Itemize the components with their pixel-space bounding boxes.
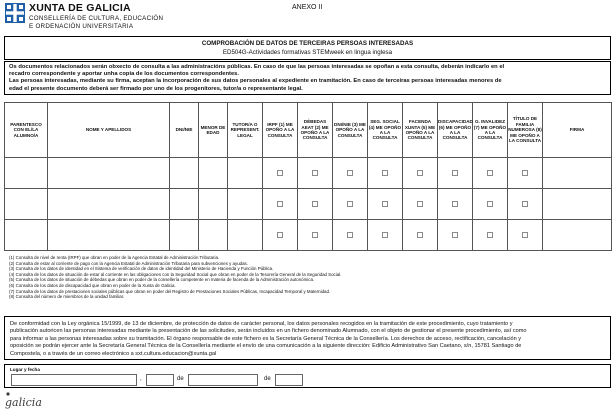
de-label-1: de	[177, 376, 184, 382]
xunta-cross-logo-icon	[5, 3, 25, 23]
checkbox-irpf[interactable]	[277, 170, 283, 176]
cell-irpf	[263, 189, 298, 220]
checkbox-familia_numerosa[interactable]	[522, 170, 528, 176]
cell-discapacidade	[438, 189, 473, 220]
logo-subtitle-2: E ORDENACIÓN UNIVERSITARIA	[29, 23, 134, 30]
month-input[interactable]	[188, 374, 258, 386]
checkbox-dni_nie[interactable]	[347, 232, 353, 238]
footnotes	[9, 255, 609, 300]
cell-dni[interactable]	[170, 189, 199, 220]
cell-parentesco[interactable]	[5, 220, 48, 251]
de-label-2: de	[264, 376, 271, 382]
cell-debedas_aeat	[298, 220, 333, 251]
cell-tutor[interactable]	[228, 158, 263, 189]
notice-line: Las persoas interesadas, mediante su firma, aceptan la incorporación de sus datos personales al expediente en tramitación. En caso de terceiras persoas interesadas menores de	[9, 78, 502, 85]
column-header-invalidez: G. INVALIDEZ (7) ME OPOÑO A LA CONSULTA	[473, 103, 508, 158]
checkbox-discapacidade[interactable]	[452, 201, 458, 207]
data-protection-line: oposición se podrán ejercer ante la Secretaría General Técnica de la Consellería mediante el envío de una comunicación a la siguiente dirección: Edificio Administrativo San Caetano, s/n, 15781 Santiago de	[10, 343, 522, 350]
checkbox-seg_social[interactable]	[382, 170, 388, 176]
checkbox-discapacidade[interactable]	[452, 232, 458, 238]
column-header-parentesco: PARENTESCO CON EL/LA ALUMNO/A	[5, 103, 48, 158]
year-input[interactable]	[275, 374, 303, 386]
column-header-sinatura: FIRMA	[543, 103, 612, 158]
column-header-menor: MENOR DE EDAD	[199, 103, 228, 158]
cell-discapacidade	[438, 220, 473, 251]
checkbox-debedas_aeat[interactable]	[312, 201, 318, 207]
checkbox-invalidez[interactable]	[487, 232, 493, 238]
footnote-item: (5) Consulta de los datos de situación de débedas que obran en poder de la consellería competente en materia de facenda de la Administración autonómica.	[9, 277, 315, 283]
table-header-row	[5, 103, 612, 158]
cell-invalidez	[473, 158, 508, 189]
cell-familia_numerosa	[508, 189, 543, 220]
cell-familia_numerosa	[508, 158, 543, 189]
cell-parentesco[interactable]	[5, 189, 48, 220]
column-header-tutor: TUTOR/A O REPRESENT. LEGAL	[228, 103, 263, 158]
footnote-item: (8) Consulta del número de miembros de la unidad familiar.	[9, 294, 125, 300]
checkbox-facenda[interactable]	[417, 170, 423, 176]
checkbox-facenda[interactable]	[417, 201, 423, 207]
checkbox-discapacidade[interactable]	[452, 170, 458, 176]
cell-familia_numerosa	[508, 220, 543, 251]
galicia-brand: galicia	[5, 396, 42, 409]
cell-discapacidade	[438, 158, 473, 189]
cell-dni[interactable]	[170, 158, 199, 189]
cell-sinatura[interactable]	[543, 158, 612, 189]
cell-dni_nie	[333, 220, 368, 251]
checkbox-debedas_aeat[interactable]	[312, 170, 318, 176]
checkbox-familia_numerosa[interactable]	[522, 232, 528, 238]
column-header-nome: NOME Y APELLIDOS	[48, 103, 170, 158]
column-header-dni: DNI/NIE	[170, 103, 199, 158]
column-header-discapacidade: DISCAPACIDAD (6) ME OPOÑO A LA CONSULTA	[438, 103, 473, 158]
footnote-item: (7) Consulta de los datos de prestaciones sociales públicas que obran en poder del Registro de Prestaciones Sociales Públicas, Incapacidad Temporal y Maternidad.	[9, 288, 331, 294]
form-title-box	[4, 36, 611, 60]
cell-seg_social	[368, 220, 403, 251]
checkbox-seg_social[interactable]	[382, 232, 388, 238]
cell-facenda	[403, 220, 438, 251]
cell-menor[interactable]	[199, 220, 228, 251]
day-input[interactable]	[146, 374, 174, 386]
cell-nome[interactable]	[48, 189, 170, 220]
cell-invalidez	[473, 189, 508, 220]
cell-facenda	[403, 158, 438, 189]
cell-seg_social	[368, 189, 403, 220]
notice-line: Os documentos relacionados serán obxecto de consulta a las administracións públicas. En caso de que las persoas interesadas se opoñan a esta consulta, deberán indicarlo en el	[9, 64, 505, 70]
cell-tutor[interactable]	[228, 220, 263, 251]
column-header-dni_nie: DNI/NIE (3) ME OPOÑO A LA CONSULTA	[333, 103, 368, 158]
form-subtitle: ED504G-Actividades formativas STEMweek en lingua inglesa	[222, 49, 393, 56]
cell-menor[interactable]	[199, 158, 228, 189]
checkbox-debedas_aeat[interactable]	[312, 232, 318, 238]
column-header-seg_social: SEG. SOCIAL (4) ME OPOÑO A LA CONSULTA	[368, 103, 403, 158]
column-header-debedas_aeat: DÉBEDAS AEAT (2) ME OPOÑO A LA CONSULTA	[298, 103, 333, 158]
data-protection-line: Compostela, o a través de un correo electrónico a sxt.cultura.educacion@xunta.gal	[10, 350, 217, 357]
cell-tutor[interactable]	[228, 189, 263, 220]
cell-irpf	[263, 220, 298, 251]
comma-separator: ,	[140, 376, 142, 382]
notice-box	[4, 61, 611, 95]
footnote-item: (6) Consulta de los datos de discapacidad que obran en poder de la Xunta de Galicia.	[9, 282, 176, 288]
notice-line: recadro correspondente y aportar unha copia de los documentos correspondentes.	[9, 71, 239, 78]
cell-dni[interactable]	[170, 220, 199, 251]
cell-nome[interactable]	[48, 158, 170, 189]
notice-line: edad el presente documento deberá ser firmado por uno de los progenitores, tutor/a o representante legal.	[9, 85, 303, 92]
cell-sinatura[interactable]	[543, 220, 612, 251]
table-row	[5, 189, 612, 220]
checkbox-dni_nie[interactable]	[347, 201, 353, 207]
cell-seg_social	[368, 158, 403, 189]
table-row	[5, 220, 612, 251]
cell-debedas_aeat	[298, 189, 333, 220]
checkbox-irpf[interactable]	[277, 201, 283, 207]
data-protection-line: De conformidad con la Ley orgánica 15/1999, de 13 de diciembre, de protección de datos de carácter personal, los datos personales recogidos en la tramitación de este procedimiento, cuyo tratamiento y	[10, 321, 513, 327]
cell-invalidez	[473, 220, 508, 251]
annex-label: ANEXO II	[292, 4, 323, 11]
cell-dni_nie	[333, 158, 368, 189]
logo-title: XUNTA DE GALICIA	[29, 2, 131, 14]
checkbox-familia_numerosa[interactable]	[522, 201, 528, 207]
cell-debedas_aeat	[298, 158, 333, 189]
checkbox-dni_nie[interactable]	[347, 170, 353, 176]
form-title: COMPROBACIÓN DE DATOS DE TERCEIRAS PERSOAS INTERESADAS	[201, 40, 414, 47]
data-protection-line: publicación autoricen las personas interesadas mediante la presentación de las solicitudes, serán incluidos en un fichero denominado Alumnado, con el objeto de gestionar el presente procedimiento, así como	[10, 328, 527, 335]
document-header	[0, 0, 615, 40]
place-date-label: Lugar y fecha	[10, 367, 40, 372]
checkbox-invalidez[interactable]	[487, 201, 493, 207]
place-input[interactable]	[11, 374, 137, 386]
cell-parentesco[interactable]	[5, 158, 48, 189]
checkbox-facenda[interactable]	[417, 232, 423, 238]
footnote-item: (4) Consulta de los datos de situación de estar al corriente en las obligaciones con la Seguridad Social que obran en poder de la Tesorería General de la Seguridad Social.	[9, 271, 342, 277]
cell-irpf	[263, 158, 298, 189]
checkbox-irpf[interactable]	[277, 232, 283, 238]
cell-dni_nie	[333, 189, 368, 220]
table-row	[5, 158, 612, 189]
data-protection-line: para informar a las personas interesadas sobre su tramitación. El órgano responsable de este fichero es la Secretaría General Técnica de la Consellería. Los derechos de acceso, rectificación, cancelación y	[10, 335, 522, 342]
column-header-facenda: FACENDA XUNTA (5) ME OPOÑO A LA CONSULTA	[403, 103, 438, 158]
checkbox-seg_social[interactable]	[382, 201, 388, 207]
column-header-irpf: IRPF (1) ME OPOÑO A LA CONSULTA	[263, 103, 298, 158]
footnote-item: (1) Consulta de nivel de renta (IRPF) que obran en poder de la Agencia Estatal de Administración Tributaria.	[9, 255, 220, 260]
place-date-box	[4, 364, 611, 388]
cell-facenda	[403, 189, 438, 220]
logo-subtitle-1: CONSELLERÍA DE CULTURA, EDUCACIÓN	[29, 15, 164, 22]
cell-menor[interactable]	[199, 189, 228, 220]
checkbox-invalidez[interactable]	[487, 170, 493, 176]
footnote-item: (2) Consulta de estar al corriente de pago con la Agencia Estatal de Administración Tributaria para subvenciones y ayudas.	[9, 260, 248, 266]
footnote-item: (3) Consulta de los datos de identidad en el Sistema de verificación de datos de identidad del Ministerio de Hacienda y Función Pública.	[9, 266, 274, 272]
cell-nome[interactable]	[48, 220, 170, 251]
cell-sinatura[interactable]	[543, 189, 612, 220]
interested-persons-table	[4, 102, 612, 251]
data-protection-box	[4, 316, 611, 360]
column-header-familia_numerosa: TÍTULO DE FAMILIA NUMEROSA (8) ME OPOÑO A LA CONSULTA	[508, 103, 543, 158]
